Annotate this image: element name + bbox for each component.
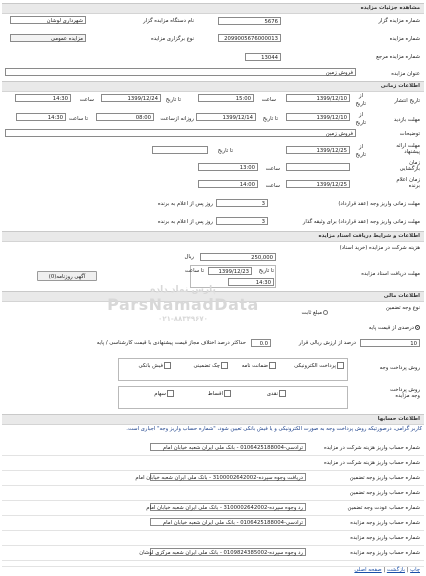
- pay-method-electronic[interactable]: پرداخت الکترونیکی: [294, 362, 344, 369]
- newspaper-ads-button[interactable]: آگهی روزنامه(0): [37, 271, 97, 281]
- opening-time-label: ساعت: [265, 166, 280, 172]
- account-label: شماره حساب عودت وجه تضمین: [347, 505, 420, 511]
- visit-daily-from-label: روزانه ازساعت: [160, 116, 194, 122]
- visit-daily-to-label: تا ساعت: [68, 116, 88, 122]
- docs-header: اطلاعات و شرایط دریافت اسناد مزایده: [2, 231, 424, 242]
- pct-text: درصد از ارزش ریالی قرار: [298, 340, 356, 346]
- pay2-installment[interactable]: اقساط: [208, 390, 231, 397]
- financial-header: اطلاعات مالی: [2, 291, 424, 302]
- visit-label: مهلت بازدید: [393, 117, 420, 123]
- publish-from-label: از تاریخ: [355, 93, 366, 107]
- account-field: ترادسی-0106425188004 - بانک ملی ایران شعبه خیابان امام: [150, 518, 306, 526]
- deposit-deadline2-field: 3: [216, 217, 268, 225]
- pct-option[interactable]: درصدی از قیمت پایه: [369, 325, 420, 331]
- publish-from-date: 1399/12/10: [286, 94, 350, 102]
- account-field: ترادسی-0106425188004 - بانک ملی ایران شعبه خیابان امام: [150, 443, 306, 451]
- pay-methods2-box: [118, 386, 348, 409]
- auction-no-field: 5676: [218, 17, 281, 25]
- auctioneer-name-label: نام دستگاه مزایده گزار: [143, 18, 194, 24]
- publish-to-label: تا تاریخ: [165, 97, 181, 103]
- pay2-cash-checkbox[interactable]: [279, 390, 286, 397]
- account-label: شماره حساب واریز وجه مزایده: [350, 520, 420, 526]
- account-label: شماره حساب واریز وجه مزایده: [350, 550, 420, 556]
- fee-label: هزینه شرکت در مزایده (خرید اسناد): [339, 245, 420, 251]
- watermark-fa: پارس نماد داده: [150, 285, 216, 295]
- row-divider: [2, 470, 424, 471]
- opening-time: 13:00: [198, 163, 258, 171]
- back-link[interactable]: بازگشت: [386, 567, 405, 573]
- offer-to-label: تا تاریخ: [217, 148, 233, 154]
- print-link[interactable]: چاپ: [410, 567, 420, 573]
- winner-date: 1399/12/25: [286, 180, 350, 188]
- deposit-deadline2-suffix: روز پس از اعلام به برنده: [157, 219, 213, 225]
- opening-date: [286, 163, 350, 171]
- visit-daily-from: 08:00: [96, 113, 154, 121]
- pay-method-check[interactable]: چک تضمینی: [194, 362, 228, 369]
- account-field: دریافت وجوه سپرده-3100002642002 - بانک ملی ایران شعبه خیابان امام: [150, 473, 306, 481]
- accounts-header: اطلاعات حسابها: [2, 414, 424, 425]
- publish-from-time-label: ساعت: [261, 97, 276, 103]
- footer-sep-2: |: [383, 567, 386, 573]
- deposit-type-label: نوع وجه تضمین: [385, 305, 420, 311]
- row-divider: [2, 455, 424, 456]
- docs-deadline-label: مهلت دریافت اسناد مزایده: [361, 271, 420, 277]
- account-label: شماره حساب واریز وجه تضمین: [349, 475, 420, 481]
- publish-label: تاریخ انتشار: [394, 98, 420, 104]
- fee-unit: ریال: [184, 254, 194, 260]
- offer-label: مهلت ارائه پیشنهاد: [396, 143, 420, 155]
- row-divider: [2, 485, 424, 486]
- offer-to-date: [152, 146, 208, 154]
- footer-links: [354, 567, 420, 573]
- account-label: شماره حساب واریز هزینه شرکت در مزایده: [323, 445, 420, 451]
- home-link[interactable]: صفحه اصلی: [354, 567, 382, 573]
- row-divider: [2, 545, 424, 546]
- deposit-deadline-label: مهلت زمانی واریز وجه (عقد قرارداد): [338, 201, 420, 207]
- account-label: شماره حساب واریز هزینه شرکت در مزایده: [323, 460, 420, 466]
- tender-no-label: شماره مزایده: [389, 36, 420, 42]
- offer-from-date: 1399/12/25: [286, 146, 350, 154]
- winner-label: زمان اعلام برنده: [396, 177, 420, 189]
- title-field: فروش زمین: [5, 68, 356, 76]
- pay-electronic-checkbox[interactable]: [337, 362, 344, 369]
- visit-daily-to: 14:30: [16, 113, 66, 121]
- pay2-shares-checkbox[interactable]: [167, 390, 174, 397]
- footer-sep-1: |: [406, 567, 409, 573]
- pay2-cash[interactable]: نقدی: [267, 390, 286, 397]
- description-label: توضیحات: [399, 131, 420, 137]
- docs-time: 14:30: [228, 278, 274, 286]
- tender-type-label: نوع برگزاری مزایده: [150, 36, 194, 42]
- pct-field: 10: [360, 339, 420, 347]
- visit-from-date: 1399/12/10: [286, 113, 350, 121]
- watermark-brand: ParsNamadData: [107, 295, 259, 314]
- pay-receipt-checkbox[interactable]: [164, 362, 171, 369]
- row-divider: [2, 515, 424, 516]
- publish-from-time: 15:00: [198, 94, 254, 102]
- timing-header: اطلاعات زمانی: [2, 81, 424, 92]
- account-field: رد وجوه سپرده-0109824385002 - بانک ملی ایران شعبه مرکزی لوشان: [150, 548, 306, 556]
- account-label: شماره حساب واریز وجه تضمین: [349, 490, 420, 496]
- publish-to-time-label: ساعت: [79, 97, 94, 103]
- pay2-shares[interactable]: سهام: [154, 390, 174, 397]
- ref-no-field: 13044: [245, 53, 281, 61]
- description-field: فروش زمین: [5, 129, 356, 137]
- docs-to-date: 1399/12/23: [208, 267, 252, 275]
- fixed-option[interactable]: مبلغ ثابت: [302, 310, 328, 316]
- accounts-notice: کاربر گرامی، درصورتیکه روش پرداخت وجه به صورت الکترونیکی و یا فیش بانکی تعیین شود، "شماره حساب واریز وجه" اجباری است.: [126, 426, 422, 432]
- offer-from-label: از تاریخ: [355, 144, 366, 158]
- publish-to-date: 1399/12/24: [101, 94, 161, 102]
- opening-label: زمان بازگشایی: [399, 160, 420, 172]
- fee-field: 250,000: [200, 253, 276, 261]
- winner-time: 14:00: [198, 180, 258, 188]
- max-diff-field: 0.0: [251, 339, 271, 347]
- auction-no-label: شماره مزایده گزار: [378, 18, 420, 24]
- deposit-deadline2-label: مهلت زمانی واریز وجه (عقد قرارداد) برای وثیقه گذار: [302, 219, 420, 225]
- row-divider: [2, 560, 424, 561]
- docs-to-date-label: تا تاریخ: [258, 268, 274, 274]
- tender-no-field: 2099005676000013: [218, 34, 281, 42]
- pay-method-receipt[interactable]: فیش بانکی: [139, 362, 171, 369]
- fixed-radio[interactable]: [323, 310, 328, 315]
- docs-time-label: تا ساعت: [184, 268, 204, 274]
- watermark-phone: ۰۲۱-۸۸۳۴۹۶۷۰: [158, 315, 208, 323]
- pay-check-checkbox[interactable]: [221, 362, 228, 369]
- max-diff-label: حداکثر درصد اختلاف مجاز قیمت پیشنهادی با قیمت کارشناسی / پایه: [96, 340, 246, 346]
- publish-to-time: 14:30: [15, 94, 71, 102]
- pay2-installment-checkbox[interactable]: [224, 390, 231, 397]
- row-divider: [2, 500, 424, 501]
- auctioneer-name-field: شهرداری لوشان: [10, 16, 86, 24]
- visit-to-date: 1399/12/14: [196, 113, 256, 121]
- deposit-deadline-field: 3: [216, 199, 268, 207]
- row-divider: [2, 530, 424, 531]
- winner-time-label: ساعت: [265, 183, 280, 189]
- ref-no-label: شماره مزایده مرجع: [376, 54, 420, 60]
- tender-type-field: مزایده عمومی: [10, 34, 86, 42]
- pay-method-guarantee[interactable]: ضمانت نامه: [242, 362, 276, 369]
- pct-radio[interactable]: [415, 325, 420, 330]
- account-field: رد وجوه سپرده-3100002642002 - بانک ملی ایران شعبه خیابان امام: [150, 503, 306, 511]
- account-label: شماره حساب واریز وجه مزایده: [350, 535, 420, 541]
- title-label: عنوان مزایده: [391, 71, 420, 77]
- page-header: مشاهده جزئیات مزایده: [2, 3, 424, 14]
- visit-from-label: از تاریخ: [355, 112, 366, 126]
- pay-guarantee-checkbox[interactable]: [269, 362, 276, 369]
- deposit-deadline-suffix: روز پس از اعلام به برنده: [157, 201, 213, 207]
- pay-methods2-label: روش پرداخت وجه مزایده: [390, 387, 420, 399]
- pay-methods-label: روش پرداخت وجه: [379, 365, 420, 371]
- visit-to-label: تا تاریخ: [262, 116, 278, 122]
